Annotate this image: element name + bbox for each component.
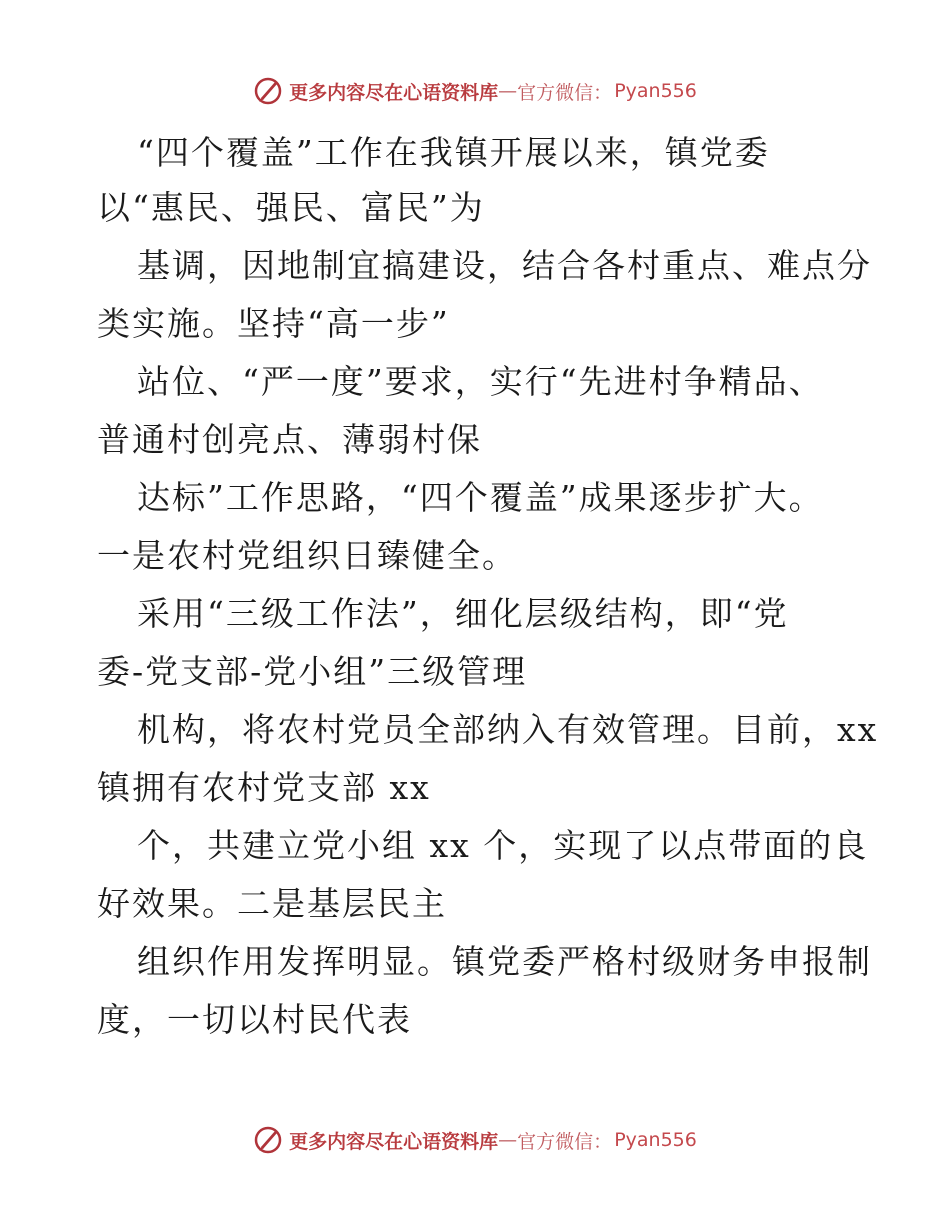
watermark-dash: — [498, 80, 518, 102]
quill-pen-logo-icon [253, 1125, 283, 1155]
paragraph-line: 以“惠民、强民、富民”为 [97, 188, 485, 227]
watermark-id: Pyan556 [614, 80, 697, 102]
paragraph-line: 度，一切以村民代表 [97, 1000, 412, 1039]
footer-watermark [0, 1120, 950, 1160]
paragraph-line: 采用“三级工作法”，细化层级结构，即“党 [137, 594, 789, 633]
paragraph-line: 个，共建立党小组 xx 个，实现了以点带面的良 [137, 826, 869, 865]
header-watermark [0, 71, 950, 111]
watermark-main-text: 更多内容尽在心语资料库 [289, 81, 499, 104]
watermark-dash: — [498, 1129, 518, 1151]
paragraph-line: 站位、“严一度”要求，实行“先进村争精品、 [137, 362, 824, 401]
paragraph-line: “四个覆盖”工作在我镇开展以来，镇党委 [137, 133, 770, 172]
paragraph-line: 一是农村党组织日臻健全。 [97, 536, 517, 575]
paragraph-line: 类实施。坚持“高一步” [97, 304, 450, 343]
watermark-main-text: 更多内容尽在心语资料库 [289, 1130, 499, 1153]
paragraph-line: 组织作用发挥明显。镇党委严格村级财务申报制 [137, 942, 872, 981]
watermark-sub-text: 官方微信： [517, 1130, 613, 1153]
watermark-id: Pyan556 [614, 1129, 697, 1151]
paragraph-line: 基调，因地制宜搞建设，结合各村重点、难点分 [137, 246, 872, 285]
paragraph-line: 达标”工作思路，“四个覆盖”成果逐步扩大。 [137, 478, 824, 517]
paragraph-line: 镇拥有农村党支部 xx [97, 768, 431, 807]
watermark-sub-text: 官方微信： [517, 81, 613, 104]
paragraph-line: 好效果。二是基层民主 [97, 884, 447, 923]
paragraph-line: 普通村创亮点、薄弱村保 [97, 420, 482, 459]
paragraph-line: 委-党支部-党小组”三级管理 [97, 652, 528, 691]
quill-pen-logo-icon [253, 76, 283, 106]
paragraph-line: 机构，将农村党员全部纳入有效管理。目前，xx [137, 710, 879, 749]
